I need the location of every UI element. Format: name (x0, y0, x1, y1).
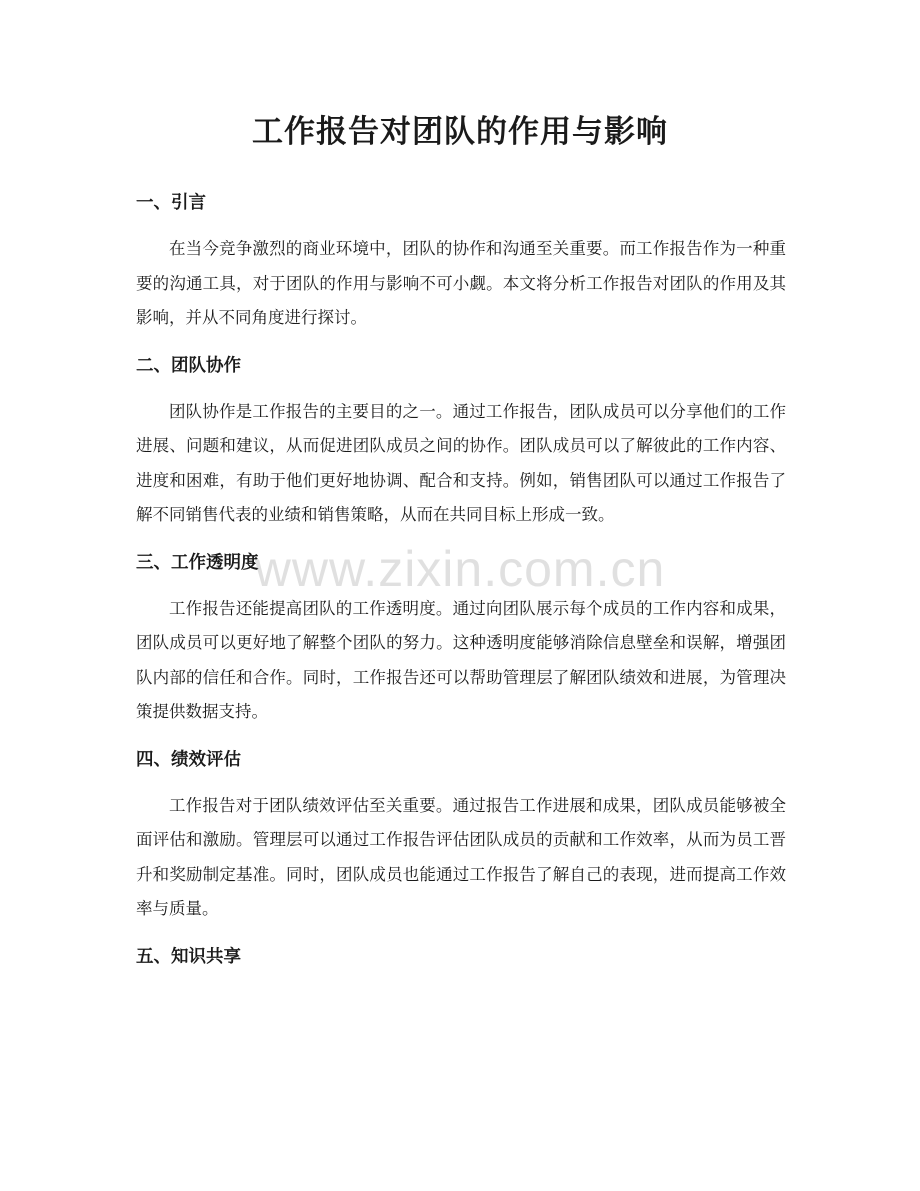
section-heading-performance-evaluation: 四、绩效评估 (136, 749, 241, 770)
watermark: www.zixin.com.cn (254, 541, 666, 597)
section-paragraph-team-collaboration: 团队协作是工作报告的主要目的之一。通过工作报告，团队成员可以分享他们的工作进展、问题和建议，从而促进团队成员之间的协作。团队成员可以了解彼此的工作内容、进度和困难，有助于他们更好地协调、配合和支持。例如，销售团队可以通过工作报告了解不同销售代表的业绩和销售策略，从而在共同目标上形成一致。 (136, 401, 786, 524)
section-paragraph-introduction: 在当今竞争激烈的商业环境中，团队的协作和沟通至关重要。而工作报告作为一种重要的沟通工具，对于团队的作用与影响不可小觑。本文将分析工作报告对团队的作用及其影响，并从不同角度进行探讨。 (136, 239, 786, 327)
section-paragraph-performance-evaluation: 工作报告对于团队绩效评估至关重要。通过报告工作进展和成果，团队成员能够被全面评估和激励。管理层可以通过工作报告评估团队成员的贡献和工作效率，从而为员工晋升和奖励制定基准。同时，团队成员也能通过工作报告了解自己的表现，进而提高工作效率与质量。 (136, 795, 786, 918)
section-heading-work-transparency: 三、工作透明度 (136, 552, 259, 573)
section-heading-introduction: 一、引言 (136, 193, 206, 213)
section-paragraph-work-transparency: 工作报告还能提高团队的工作透明度。通过向团队展示每个成员的工作内容和成果，团队成员可以更好地了解整个团队的努力。这种透明度能够消除信息壁垒和误解，增强团队内部的信任和合作。同时，工作报告还可以帮助管理层了解团队绩效和进展，为管理决策提供数据支持。 (136, 598, 786, 721)
section-heading-knowledge-sharing: 五、知识共享 (136, 946, 241, 967)
document-body (136, 186, 786, 986)
document-title: 工作报告对团队的作用与影响 (252, 114, 668, 150)
section-heading-team-collaboration: 二、团队协作 (136, 355, 241, 376)
